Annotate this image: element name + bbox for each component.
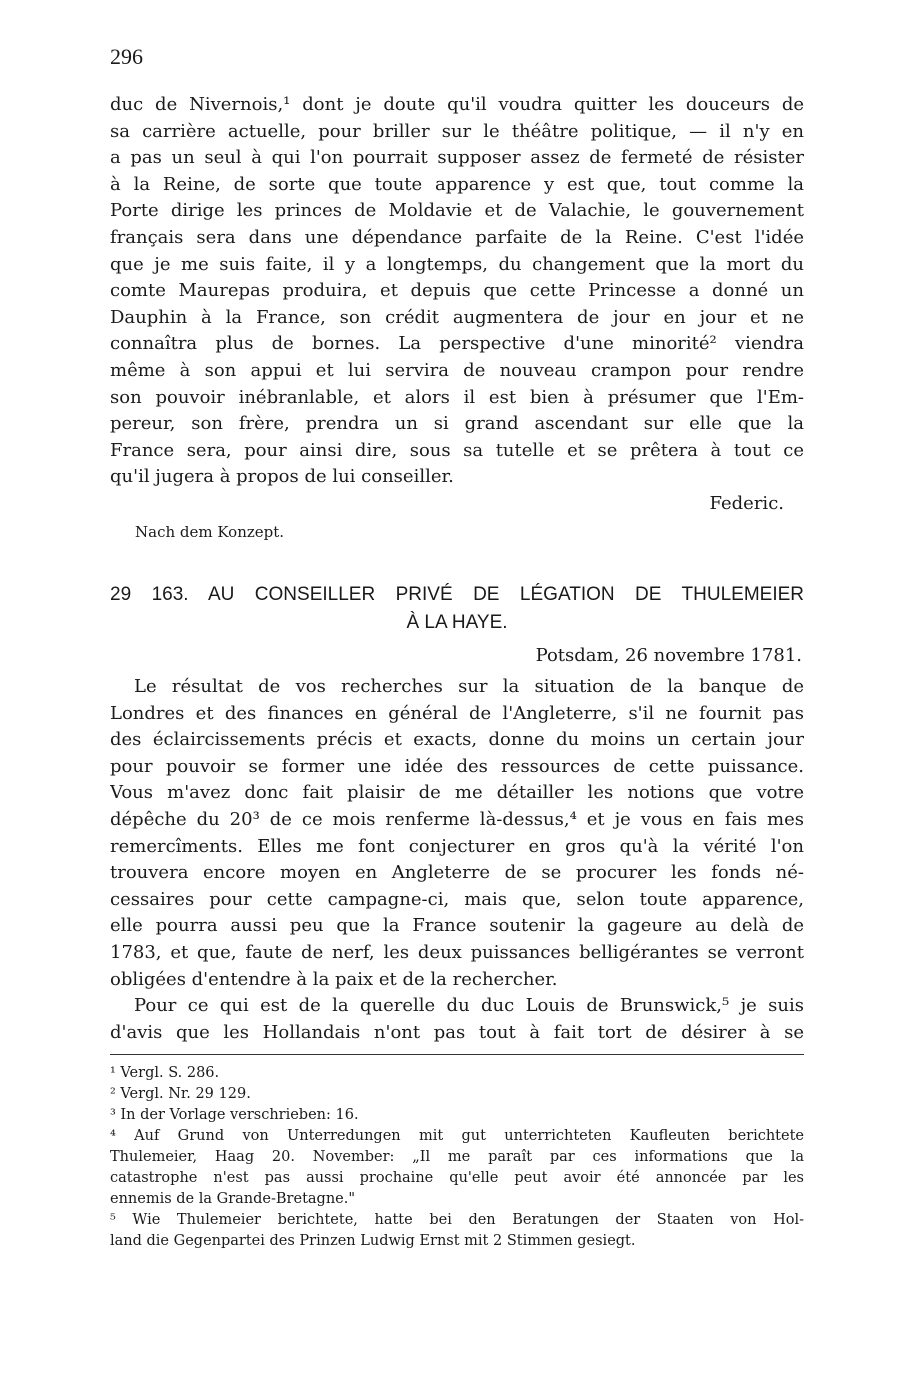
text-line: comte Maurepas produira, et depuis que cette Princesse a donné un: [110, 280, 804, 302]
text-line: à la Reine, de sorte que toute apparence y est que, tout comme la: [110, 173, 804, 195]
text-line: d'avis que les Hollandais n'ont pas tout à fait tort de désirer à se: [110, 1021, 804, 1043]
footnote-continuation: ennemis de la Grande-Bretagne.": [110, 1191, 356, 1207]
letter-heading: [110, 581, 804, 637]
footnote-continuation: Thulemeier, Haag 20. November: „Il me paraît par ces informations que la: [110, 1149, 804, 1165]
footnote: ⁵ Wie Thulemeier berichtete, hatte bei den Beratungen der Staaten von Hol-: [110, 1212, 804, 1228]
text-line: Londres et des finances en général de l'Angleterre, s'il ne fournit pas: [110, 702, 804, 724]
heading-line: À LA HAYE.: [406, 612, 508, 633]
text-line: connaîtra plus de bornes. La perspective d'une minorité² viendra: [110, 333, 804, 355]
letter1-body: [110, 92, 804, 491]
heading-line: 29 163. AU CONSEILLER PRIVÉ DE LÉGATION DE THULEMEIER: [110, 584, 804, 605]
text-line: France sera, pour ainsi dire, sous sa tutelle et se prêtera à tout ce: [110, 439, 804, 461]
text-line: elle pourra aussi peu que la France soutenir la gageure au delà de: [110, 915, 804, 937]
text-line: Porte dirige les princes de Moldavie et de Valachie, le gouvernement: [110, 200, 804, 222]
text-line: sa carrière actuelle, pour briller sur le théâtre politique, — il n'y en: [110, 120, 804, 142]
text-line: son pouvoir inébranlable, et alors il est bien à présumer que l'Em-: [110, 386, 804, 408]
footnote: ¹ Vergl. S. 286.: [110, 1065, 220, 1081]
letter2-body: [110, 674, 804, 1046]
text-line: duc de Nivernois,¹ dont je doute qu'il voudra quitter les douceurs de: [110, 94, 804, 115]
text-line: français sera dans une dépendance parfaite de la Reine. C'est l'idée: [110, 226, 804, 248]
text-line: Vous m'avez donc fait plaisir de me détailler les notions que votre: [110, 782, 804, 804]
footnote: ² Vergl. Nr. 29 129.: [110, 1086, 251, 1102]
text-line: Le résultat de vos recherches sur la situation de la banque de: [134, 676, 804, 697]
text-line: qu'il jugera à propos de lui conseiller.: [110, 466, 454, 488]
footnote: ⁴ Auf Grund von Unterredungen mit gut unterrichteten Kaufleuten berichtete: [110, 1128, 804, 1144]
dateline: Potsdam, 26 novembre 1781.: [535, 645, 802, 666]
text-line: trouvera encore moyen en Angleterre de se procurer les fonds né-: [110, 862, 804, 884]
text-line: a pas un seul à qui l'on pourrait supposer assez de fermeté de résister: [110, 147, 804, 169]
text-line: 1783, et que, faute de nerf, les deux puissances belligérantes se verront: [110, 941, 804, 963]
signature: Federic.: [709, 493, 784, 514]
text-line: pour pouvoir se former une idée des ressources de cette puissance.: [110, 755, 804, 777]
footnotes: [110, 1063, 804, 1252]
page-number: 296: [110, 44, 143, 69]
text-line: pereur, son frère, prendra un si grand ascendant sur elle que la: [110, 413, 804, 435]
text-line: dépêche du 20³ de ce mois renferme là-dessus,⁴ et je vous en fais mes: [110, 808, 804, 830]
text-line: obligées d'entendre à la paix et de la rechercher.: [110, 968, 558, 990]
text-line: que je me suis faite, il y a longtemps, du changement que la mort du: [110, 253, 804, 275]
text-line: même à son appui et lui servira de nouveau crampon pour rendre: [110, 359, 804, 381]
text-line: Pour ce qui est de la querelle du duc Louis de Brunswick,⁵ je suis: [134, 995, 804, 1017]
footnote-continuation: land die Gegenpartei des Prinzen Ludwig Ernst mit 2 Stimmen gesiegt.: [110, 1233, 636, 1249]
text-line: cessaires pour cette campagne-ci, mais que, selon toute apparence,: [110, 888, 804, 910]
text-line: des éclaircissements précis et exacts, donne du moins un certain jour: [110, 729, 804, 751]
footnote-continuation: catastrophe n'est pas aussi prochaine qu'elle peut avoir été annoncée par les: [110, 1170, 804, 1186]
text-line: remercîments. Elles me font conjecturer en gros qu'à la vérité l'on: [110, 835, 804, 857]
text-line: Dauphin à la France, son crédit augmentera de jour en jour et ne: [110, 306, 804, 328]
source-note: Nach dem Konzept.: [135, 523, 285, 541]
footnote: ³ In der Vorlage verschrieben: 16.: [110, 1107, 359, 1123]
footnote-rule: [110, 1054, 804, 1055]
